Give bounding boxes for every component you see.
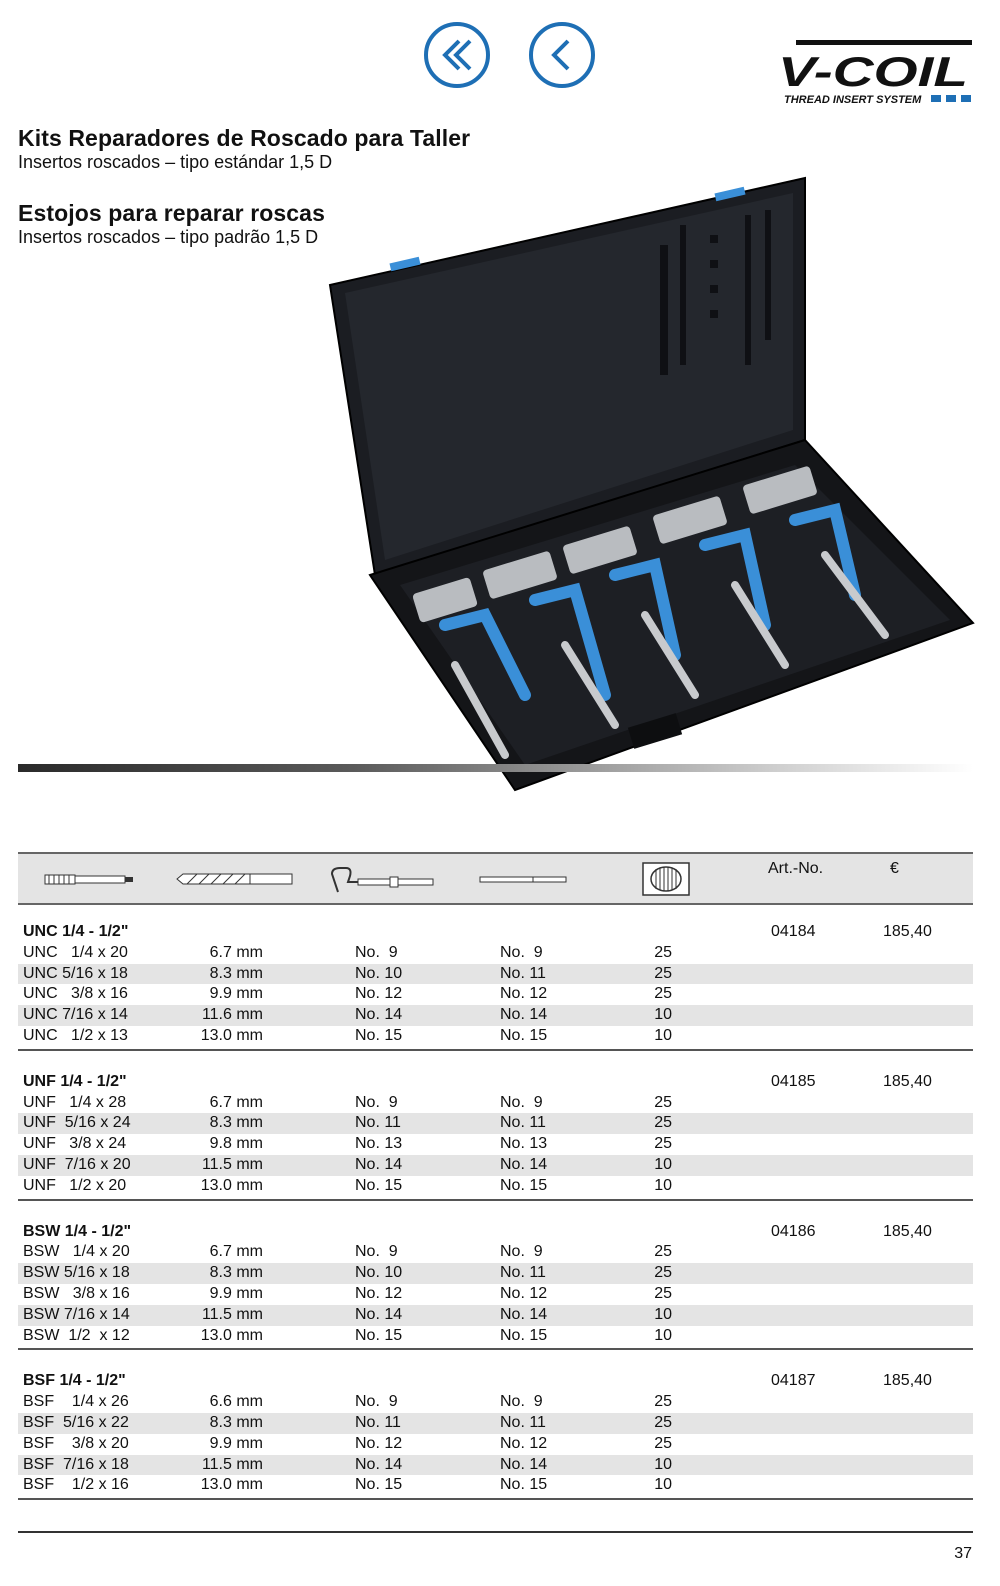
drill-diameter: 6.6 mm: [209, 1393, 263, 1411]
thread-size: BSF 1/4 x 26: [23, 1393, 129, 1411]
tap-number: No. 11: [500, 964, 546, 982]
product-table: [18, 922, 973, 1521]
tap-number: No. 14: [500, 1006, 548, 1024]
insert-quantity: 25: [654, 1284, 672, 1302]
drill-diameter: 13.0 mm: [200, 1476, 263, 1494]
tap-number: No. 15: [500, 1176, 548, 1194]
table-row: [18, 1434, 973, 1455]
installation-tool-number: No. 10: [355, 1264, 403, 1282]
thread-size: BSW 7/16 x 14: [23, 1305, 130, 1323]
installation-tool-number: No. 11: [355, 1114, 401, 1132]
insert-quantity: 25: [654, 1093, 672, 1111]
drill-diameter: 11.5 mm: [201, 1155, 263, 1173]
table-row: [18, 1242, 973, 1263]
tap-number: No. 9: [500, 1243, 543, 1261]
thread-size: BSF 1/2 x 16: [23, 1476, 129, 1494]
insert-quantity: 25: [654, 1264, 672, 1282]
table-row: [18, 1113, 973, 1134]
insert-quantity: 10: [654, 1155, 672, 1173]
v-coil-logo: [778, 40, 974, 106]
thread-size: BSF 3/8 x 20: [23, 1434, 129, 1452]
drill-diameter: 8.3 mm: [209, 1413, 263, 1431]
installation-tool-number: No. 14: [355, 1455, 403, 1473]
installation-tool-number: No. 13: [355, 1135, 403, 1153]
table-row: [18, 984, 973, 1005]
svg-text:V-COIL: V-COIL: [778, 48, 968, 95]
table-row: [18, 1455, 973, 1476]
insert-quantity: 25: [654, 1135, 672, 1153]
insert-quantity: 10: [654, 1326, 672, 1344]
insert-quantity: 25: [654, 1114, 672, 1132]
thread-size: BSW 1/4 x 20: [23, 1243, 130, 1261]
installation-tool-number: No. 10: [355, 964, 403, 982]
table-row: [18, 1263, 973, 1284]
page-subtitle-pt: Insertos roscados – tipo padrão 1,5 D: [18, 227, 319, 247]
double-chevron-left-icon: [437, 35, 477, 75]
kit-group: [18, 1222, 973, 1351]
table-row: [18, 964, 973, 985]
drill-diameter: 13.0 mm: [200, 1326, 263, 1344]
drill-bit-icon: [175, 864, 295, 894]
drill-diameter: 6.7 mm: [209, 943, 263, 961]
tap-number: No. 12: [500, 1434, 548, 1452]
insert-quantity: 10: [654, 1176, 672, 1194]
insert-quantity: 10: [654, 1476, 672, 1494]
installation-tool-number: No. 11: [355, 1413, 401, 1431]
thread-size: BSW 3/8 x 16: [23, 1284, 130, 1302]
product-case-image: [325, 175, 980, 800]
installation-tool-number: No. 12: [355, 985, 403, 1003]
kit-title: UNC 1/4 - 1/2": [23, 923, 129, 940]
thread-size: UNC 3/8 x 16: [23, 985, 128, 1003]
price: 185,40: [883, 1372, 932, 1390]
previous-page-button[interactable]: [529, 22, 595, 88]
table-row: [18, 1326, 973, 1347]
kit-group: [18, 1072, 973, 1201]
insert-quantity: 25: [654, 943, 672, 961]
kit-title: BSW 1/4 - 1/2": [23, 1222, 132, 1240]
thread-size: UNC 5/16 x 18: [23, 964, 128, 982]
page-title-es: Kits Reparadores de Roscado para Taller: [18, 125, 471, 151]
drill-diameter: 6.7 mm: [209, 1243, 263, 1261]
installation-tool-number: No. 9: [355, 1393, 398, 1411]
divider-bar: [18, 764, 973, 772]
installation-tool-number: No. 15: [355, 1326, 403, 1344]
drill-diameter: 9.8 mm: [209, 1135, 263, 1153]
tap-number: No. 14: [500, 1305, 548, 1323]
col-header-art-no: Art.-No.: [768, 860, 824, 877]
insert-quantity: 10: [654, 1305, 672, 1323]
insert-quantity: 25: [654, 985, 672, 1003]
art-number: 04187: [771, 1372, 816, 1390]
kit-header-row: [18, 1222, 973, 1243]
installation-tool-number: No. 14: [355, 1006, 403, 1024]
insert-quantity: 10: [654, 1455, 672, 1473]
table-row: [18, 1093, 973, 1114]
drill-diameter: 9.9 mm: [209, 1284, 263, 1302]
thread-size: UNF 5/16 x 24: [23, 1114, 131, 1132]
tap-number: No. 12: [500, 985, 548, 1003]
installation-tool-number: No. 9: [355, 943, 398, 961]
drill-diameter: 8.3 mm: [209, 964, 263, 982]
art-number: 04184: [771, 923, 816, 940]
tap-number: No. 9: [500, 1093, 543, 1111]
drill-diameter: 8.3 mm: [209, 1114, 263, 1132]
tap-number: No. 15: [500, 1326, 548, 1344]
thread-size: BSF 7/16 x 18: [23, 1455, 129, 1473]
installation-tool-number: No. 15: [355, 1026, 403, 1044]
kit-group: [18, 1371, 973, 1500]
drill-diameter: 9.9 mm: [209, 985, 263, 1003]
tap-number: No. 14: [500, 1155, 548, 1173]
thread-size: UNF 3/8 x 24: [23, 1135, 127, 1153]
tap-number: No. 15: [500, 1476, 548, 1494]
table-row: [18, 1134, 973, 1155]
price: 185,40: [883, 923, 932, 940]
installation-tool-number: No. 14: [355, 1305, 403, 1323]
tap-number: No. 12: [500, 1284, 548, 1302]
tap-number: No. 11: [500, 1413, 546, 1431]
insert-quantity: 25: [654, 964, 672, 982]
thread-size: UNF 1/4 x 28: [23, 1093, 127, 1111]
thread-size: UNF 7/16 x 20: [23, 1155, 131, 1173]
drill-diameter: 11.6 mm: [201, 1006, 263, 1024]
kit-title: BSF 1/4 - 1/2": [23, 1372, 126, 1390]
thread-insert-icon: [642, 862, 690, 896]
drill-diameter: 9.9 mm: [209, 1434, 263, 1452]
insert-quantity: 25: [654, 1393, 672, 1411]
page-subtitle-es: Insertos roscados – tipo estándar 1,5 D: [18, 152, 333, 172]
kit-header-row: [18, 922, 973, 943]
table-row: [18, 943, 973, 964]
table-header: [18, 852, 973, 905]
price: 185,40: [883, 1222, 932, 1240]
kit-header-row: [18, 1371, 973, 1392]
thread-size: UNF 1/2 x 20: [23, 1176, 127, 1194]
table-row: [18, 1026, 973, 1047]
installation-tool-icon: [328, 864, 438, 896]
chevron-left-icon: [542, 35, 582, 75]
thread-size: UNC 7/16 x 14: [23, 1006, 128, 1024]
tap-number: No. 14: [500, 1455, 548, 1473]
tang-break-tool-icon: [478, 864, 570, 894]
installation-tool-number: No. 15: [355, 1176, 403, 1194]
tap-number: No. 11: [500, 1264, 546, 1282]
drill-diameter: 11.5 mm: [201, 1455, 263, 1473]
footer-divider: [18, 1531, 973, 1533]
drill-diameter: 8.3 mm: [209, 1264, 263, 1282]
table-row: [18, 1392, 973, 1413]
installation-tool-number: No. 15: [355, 1476, 403, 1494]
first-page-button[interactable]: [424, 22, 490, 88]
page-title-pt: Estojos para reparar roscas: [18, 200, 325, 226]
drill-diameter: 13.0 mm: [200, 1026, 263, 1044]
thread-size: BSW 1/2 x 12: [23, 1326, 130, 1344]
thread-size: UNC 1/2 x 13: [23, 1026, 128, 1044]
page-number: 37: [954, 1545, 972, 1562]
drill-diameter: 6.7 mm: [209, 1093, 263, 1111]
table-row: [18, 1475, 973, 1496]
kit-header-row: [18, 1072, 973, 1093]
tap-number: No. 11: [500, 1114, 546, 1132]
installation-tool-number: No. 9: [355, 1093, 398, 1111]
insert-quantity: 25: [654, 1434, 672, 1452]
insert-quantity: 25: [654, 1413, 672, 1431]
art-number: 04186: [771, 1222, 816, 1240]
tap-number: No. 9: [500, 943, 543, 961]
installation-tool-number: No. 12: [355, 1434, 403, 1452]
table-row: [18, 1413, 973, 1434]
insert-quantity: 25: [654, 1243, 672, 1261]
thread-size: BSF 5/16 x 22: [23, 1413, 129, 1431]
tap-number: No. 13: [500, 1135, 548, 1153]
tap-number: No. 15: [500, 1026, 548, 1044]
col-header-price: €: [890, 860, 899, 877]
table-row: [18, 1155, 973, 1176]
thread-size: UNC 1/4 x 20: [23, 943, 128, 961]
drill-diameter: 11.5 mm: [201, 1305, 263, 1323]
kit-title: UNF 1/4 - 1/2": [23, 1072, 127, 1090]
kit-group: [18, 922, 973, 1051]
svg-text:THREAD INSERT SYSTEM: THREAD INSERT SYSTEM: [784, 94, 922, 106]
thread-size: BSW 5/16 x 18: [23, 1264, 130, 1282]
insert-quantity: 10: [654, 1026, 672, 1044]
tap-number: No. 9: [500, 1393, 543, 1411]
price: 185,40: [883, 1072, 932, 1090]
insert-quantity: 10: [654, 1006, 672, 1024]
table-row: [18, 1005, 973, 1026]
installation-tool-number: No. 9: [355, 1243, 398, 1261]
tap-icon: [43, 864, 135, 894]
art-number: 04185: [771, 1072, 816, 1090]
table-row: [18, 1305, 973, 1326]
table-row: [18, 1176, 973, 1197]
installation-tool-number: No. 14: [355, 1155, 403, 1173]
table-row: [18, 1284, 973, 1305]
installation-tool-number: No. 12: [355, 1284, 403, 1302]
drill-diameter: 13.0 mm: [200, 1176, 263, 1194]
